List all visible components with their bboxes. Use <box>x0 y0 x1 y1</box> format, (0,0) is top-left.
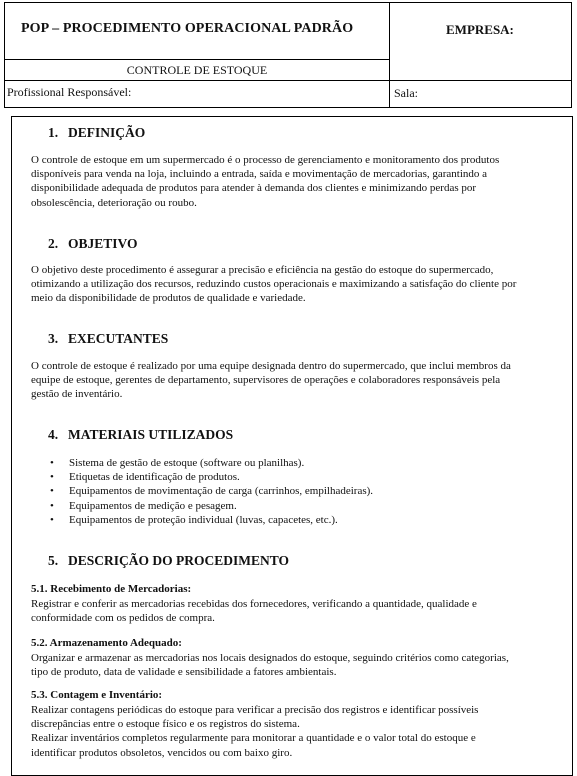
bullet-icon: • <box>50 485 54 498</box>
section-title: EXECUTANTES <box>68 331 169 346</box>
subsection-heading-recebimento: 5.1. Recebimento de Mercadorias: <box>31 583 192 595</box>
paragraph-line: O objetivo deste procedimento é assegurar a precisão e eficiência na gestão do estoque do supermercado, <box>31 264 494 276</box>
list-item-text: Sistema de gestão de estoque (software ou planilhas). <box>69 457 305 469</box>
list-item-text: Equipamentos de proteção individual (luvas, capacetes, etc.). <box>69 513 338 526</box>
room-cell <box>389 80 572 108</box>
list-item-text: Equipamentos de medição e pesagem. <box>69 499 237 512</box>
subsection-heading-contagem: 5.3. Contagem e Inventário: <box>31 689 163 701</box>
paragraph-line: O controle de estoque em um supermercado é o processo de gerenciamento e monitoramento dos produtos <box>31 154 500 166</box>
subsection-heading-armazenamento: 5.2. Armazenamento Adequado: <box>31 637 182 649</box>
section-heading-objetivo <box>48 236 138 252</box>
section-heading-materiais <box>48 427 233 443</box>
list-item-text: Etiquetas de identificação de produtos. <box>69 471 240 484</box>
section-title: MATERIAIS UTILIZADOS <box>68 427 234 442</box>
paragraph-line: gestão de inventário. <box>31 388 123 401</box>
section-number: 4. <box>48 427 59 442</box>
list-item <box>31 513 373 527</box>
responsible-label: Profissional Responsável: <box>7 85 132 99</box>
paragraph-line: equipe de estoque, gerentes de departamento, supervisores de operações e colaboradores responsáveis pela <box>31 374 501 387</box>
paragraph-line: identificar produtos obsoletos, vencidos ou com baixo giro. <box>31 746 293 759</box>
subtitle-cell <box>4 59 390 81</box>
section-title: DESCRIÇÃO DO PROCEDIMENTO <box>68 553 290 568</box>
bullet-icon: • <box>50 457 54 469</box>
paragraph-line: Realizar inventários completos regularmente para monitorar a quantidade e o valor total do estoque e <box>31 732 476 745</box>
paragraph-line: Organizar e armazenar as mercadorias nos locais designados do estoque, seguindo critérios como categorias, <box>31 652 509 664</box>
section-title: OBJETIVO <box>68 236 138 251</box>
section-number: 5. <box>48 553 59 568</box>
list-item <box>31 484 373 498</box>
paragraph-line: Realizar contagens periódicas do estoque para verificar a precisão dos registros e identificar possíveis <box>31 704 479 716</box>
section-heading-descricao <box>48 553 289 569</box>
section-heading-definicao <box>48 125 145 141</box>
room-label: Sala: <box>394 86 418 100</box>
paragraph-line: discrepâncias entre o estoque físico e os registros do sistema. <box>31 718 300 731</box>
bullet-icon: • <box>50 471 54 484</box>
list-item <box>31 470 373 484</box>
document-header <box>4 2 572 108</box>
section-number: 3. <box>48 331 59 346</box>
section-paragraph-executantes <box>31 359 551 402</box>
paragraph-line: O controle de estoque é realizado por uma equipe designada dentro do supermercado, que inclui membros da <box>31 360 511 372</box>
subsection-paragraph-armazenamento <box>31 651 551 679</box>
paragraph-line: conformidade com os pedidos de compra. <box>31 612 215 625</box>
paragraph-line: obsolescência, deterioração ou roubo. <box>31 196 197 209</box>
section-paragraph-objetivo <box>31 263 551 306</box>
document-body <box>11 116 573 776</box>
list-item <box>31 499 373 513</box>
title-cell <box>4 2 390 60</box>
paragraph-line: disponibilidade adequada de produtos para atender à demanda dos clientes e minimizando perdas por <box>31 182 477 195</box>
document-title: POP – PROCEDIMENTO OPERACIONAL PADRÃO <box>21 21 354 36</box>
section-paragraph-definicao <box>31 153 551 210</box>
paragraph-line: meio da disponibilidade de produtos de qualidade e variedade. <box>31 292 306 305</box>
list-item <box>31 456 373 470</box>
section-heading-executantes <box>48 331 168 347</box>
company-label: EMPRESA: <box>446 22 514 37</box>
list-item-text: Equipamentos de movimentação de carga (carrinhos, empilhadeiras). <box>69 485 374 498</box>
bullet-icon: • <box>50 499 54 512</box>
subsection-paragraph-recebimento <box>31 597 551 625</box>
section-title: DEFINIÇÃO <box>68 125 146 140</box>
paragraph-line: disponíveis para venda na loja, incluindo a entrada, saída e movimentação de mercadorias, garantindo a <box>31 168 488 181</box>
bullet-icon: • <box>50 513 54 526</box>
subsection-paragraph-contagem <box>31 703 551 760</box>
section-number: 2. <box>48 236 59 251</box>
section-number: 1. <box>48 125 59 140</box>
materials-list <box>31 456 373 527</box>
paragraph-line: tipo de produto, data de validade e sensibilidade a fatores ambientais. <box>31 666 337 679</box>
paragraph-line: otimizando a utilização dos recursos, reduzindo custos operacionais e maximizando a satisfação do cliente por <box>31 278 517 291</box>
paragraph-line: Registrar e conferir as mercadorias recebidas dos fornecedores, verificando a quantidade, qualidade e <box>31 598 477 610</box>
document-subtitle: CONTROLE DE ESTOQUE <box>126 63 268 77</box>
responsible-cell <box>4 80 390 108</box>
company-cell <box>389 2 572 81</box>
